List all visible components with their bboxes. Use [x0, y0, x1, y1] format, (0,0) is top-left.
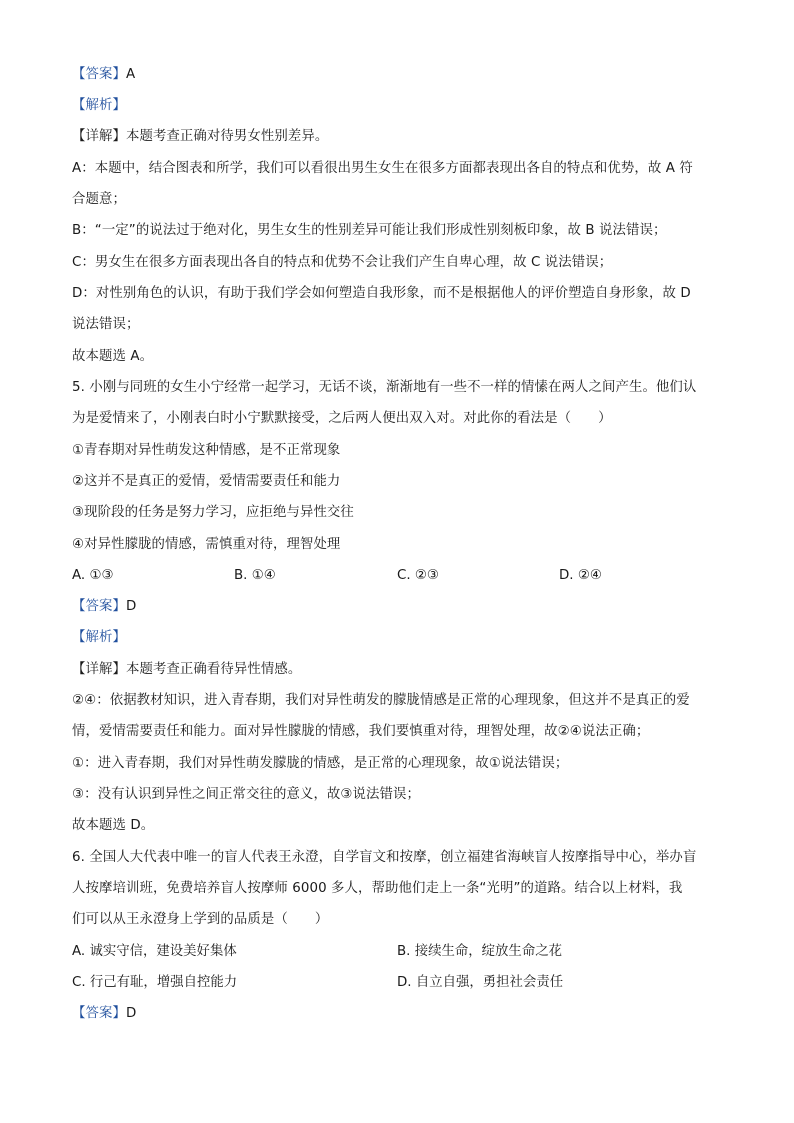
- q6-answer-line: [72, 1005, 136, 1023]
- q4-line-a1: A：本题中，结合图表和所学，我们可以看很出男生女生在很多方面都表现出各自的特点和优势，故 A 符: [72, 161, 693, 176]
- q5-option-c: C. ②③: [397, 568, 439, 583]
- answer-tag: 【答案】: [72, 67, 126, 82]
- q4-line-d2: 说法错误；: [72, 317, 140, 332]
- q4-analysis-line: [72, 97, 126, 115]
- detail-text: 本题考查正确对待男女性别差异。: [125, 129, 329, 144]
- detail-tag: 【详解】: [72, 662, 126, 677]
- q4-line-b: B：“一定”的说法过于绝对化，男生女生的性别差异可能让我们形成性别刻板印象，故 B 说法错误；: [72, 223, 667, 238]
- q5-explanation-1: ②④：依据教材知识，进入青春期，我们对异性萌发的朦胧情感是正常的心理现象，但这并不是真正的爱: [72, 693, 690, 708]
- q5-statement-2: ②这并不是真正的爱情，爱情需要责任和能力: [72, 474, 341, 489]
- q5-statement-1: ①青春期对异性萌发这种情感，是不正常现象: [72, 443, 341, 458]
- q4-line-d1: D：对性别角色的认识，有助于我们学会如何塑造自我形象，而不是根据他人的评价塑造自身形象，故 D: [72, 286, 691, 301]
- q6-option-a: A. 诚实守信，建设美好集体: [72, 944, 237, 959]
- q5-stem-line2: 为是爱情来了，小刚表白时小宁默默接受，之后两人便出双入对。对此你的看法是（ ）: [72, 411, 612, 426]
- q5-option-b: B. ①④: [234, 568, 276, 583]
- q5-conclusion: 故本题选 D。: [72, 818, 155, 833]
- q4-line-a2: 合题意；: [72, 192, 126, 207]
- q6-stem-line3: 们可以从王永澄身上学到的品质是（ ）: [72, 912, 329, 927]
- q5-option-a: A. ①③: [72, 568, 114, 583]
- q5-explanation-3: ①：进入青春期，我们对异性萌发朦胧的情感，是正常的心理现象，故①说法错误；: [72, 756, 569, 771]
- q6-option-d: D. 自立自强，勇担社会责任: [397, 975, 564, 990]
- q5-detail-line: [72, 661, 301, 679]
- q5-explanation-4: ③：没有认识到异性之间正常交往的意义，故③说法错误；: [72, 787, 420, 802]
- answer-value: A: [125, 67, 136, 82]
- q5-explanation-2: 情，爱情需要责任和能力。面对异性朦胧的情感，我们要慎重对待，理智处理，故②④说法正确；: [72, 724, 650, 739]
- answer-value: D: [125, 1006, 137, 1021]
- q5-option-d: D. ②④: [559, 568, 602, 583]
- q4-detail-line: [72, 128, 328, 146]
- q5-stem-line1: 5. 小刚与同班的女生小宁经常一起学习，无话不谈，渐渐地有一些不一样的情愫在两人之间产生。他们认: [72, 380, 697, 395]
- answer-tag: 【答案】: [72, 1006, 126, 1021]
- detail-tag: 【详解】: [72, 129, 126, 144]
- analysis-tag: 【解析】: [72, 630, 126, 645]
- q5-statement-3: ③现阶段的任务是努力学习，应拒绝与异性交往: [72, 505, 354, 520]
- q5-statement-4: ④对异性朦胧的情感，需慎重对待，理智处理: [72, 537, 341, 552]
- detail-text: 本题考查正确看待异性情感。: [125, 662, 302, 677]
- answer-tag: 【答案】: [72, 599, 126, 614]
- q6-stem-line1: 6. 全国人大代表中唯一的盲人代表王永澄，自学盲文和按摩，创立福建省海峡盲人按摩指导中心，举办盲: [72, 850, 697, 865]
- q5-analysis-line: [72, 629, 126, 647]
- q6-option-c: C. 行己有耻，增强自控能力: [72, 975, 238, 990]
- q4-line-c: C：男女生在很多方面表现出各自的特点和优势不会让我们产生自卑心理，故 C 说法错误；: [72, 255, 613, 270]
- q4-conclusion: 故本题选 A。: [72, 349, 154, 364]
- q6-option-b: B. 接续生命，绽放生命之花: [397, 944, 562, 959]
- q5-answer-line: [72, 598, 136, 616]
- q4-answer-line: [72, 66, 135, 84]
- answer-value: D: [125, 599, 137, 614]
- analysis-tag: 【解析】: [72, 98, 126, 113]
- q6-stem-line2: 人按摩培训班，免费培养盲人按摩师 6000 多人，帮助他们走上一条“光明”的道路。结合以上材料，我: [72, 881, 683, 896]
